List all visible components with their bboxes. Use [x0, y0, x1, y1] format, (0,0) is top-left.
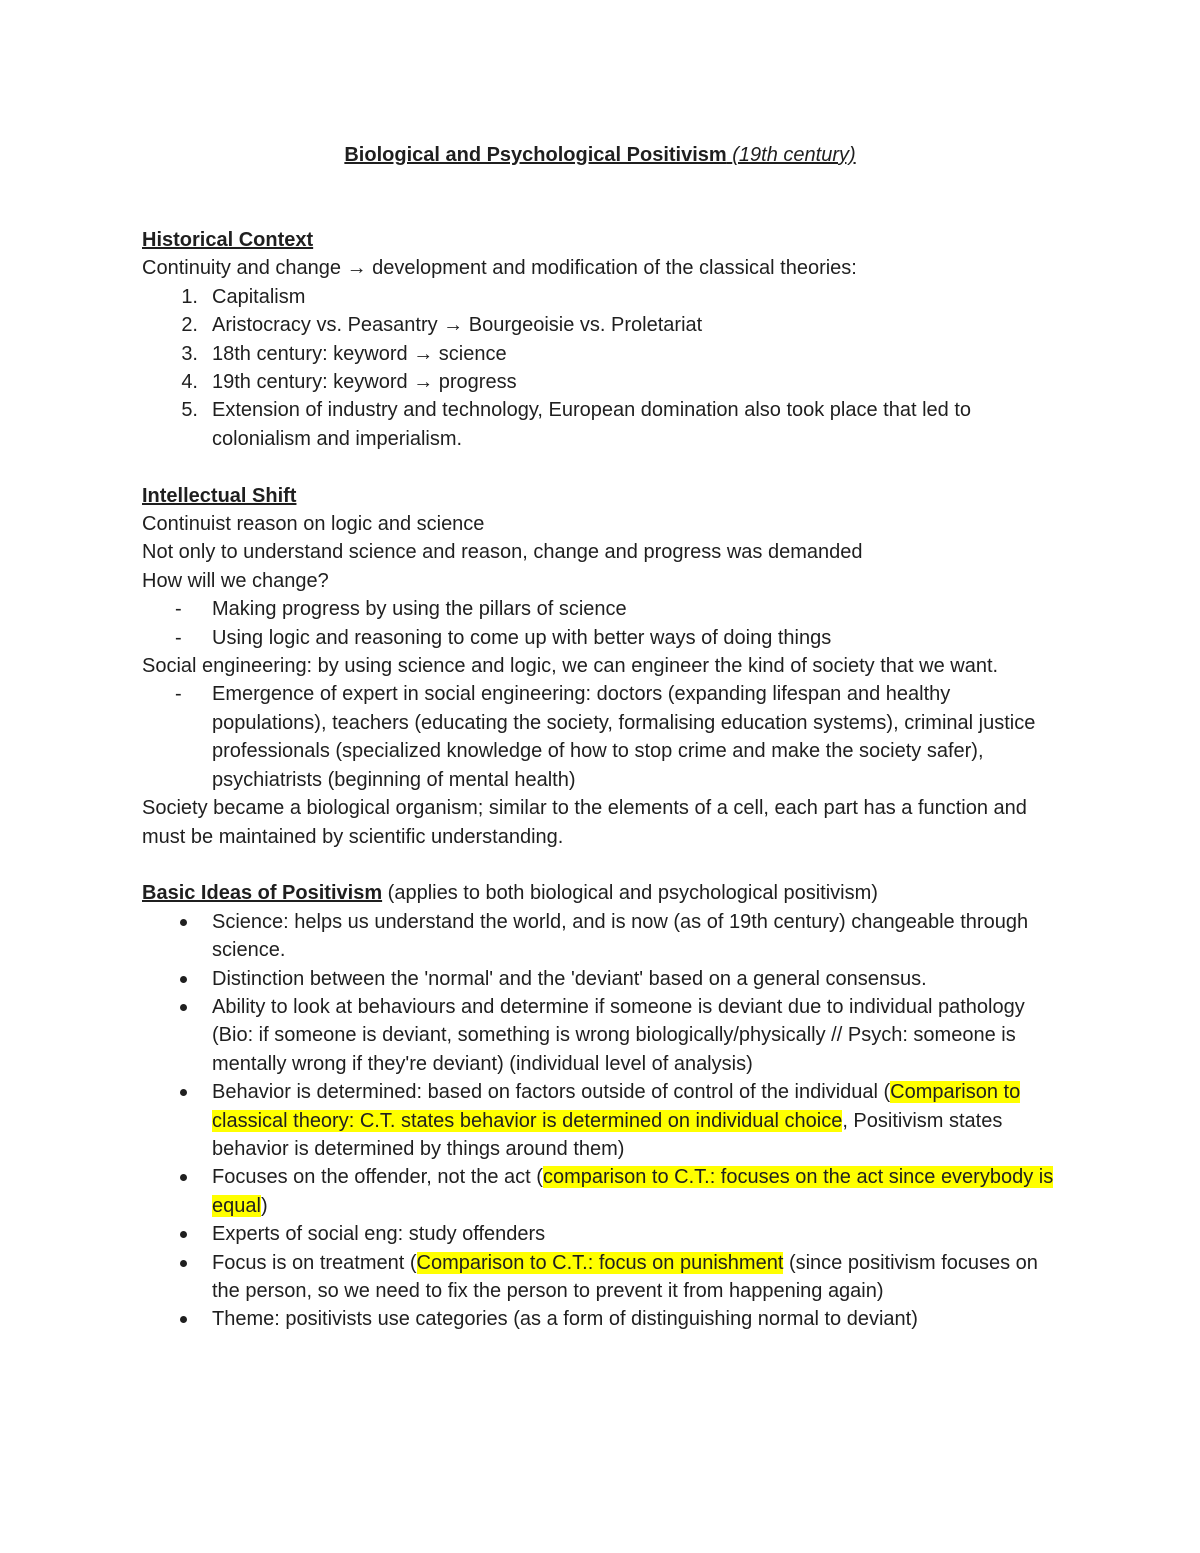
list-item-text: )	[260, 1194, 268, 1217]
dash-marker: -	[175, 598, 182, 621]
highlighted-text: comparison to C.T.: focuses on the act since everybody is equal	[212, 1166, 1054, 1217]
list-item-text: Distinction between the 'normal' and the 'deviant' based on a general consensus.	[212, 967, 927, 990]
intellectual-dash-list-1	[142, 595, 1062, 652]
list-item-text: , Positivism states behavior is determined by things around them)	[212, 1109, 1003, 1160]
intellectual-line-3: How will we change?	[142, 569, 329, 592]
intellectual-dash-list-2	[142, 680, 1062, 794]
bullet-icon	[180, 1260, 187, 1267]
basic-ideas-list	[142, 908, 1062, 1334]
list-number: 3.	[181, 342, 198, 365]
list-item	[142, 1078, 1062, 1163]
dash-marker: -	[175, 683, 182, 706]
list-item	[142, 908, 1062, 965]
social-engineering-text: Social engineering: by using science and logic, we can engineer the kind of society that we want.	[142, 655, 999, 678]
list-item	[142, 368, 1062, 396]
section-intellectual-shift	[142, 482, 1062, 851]
list-item-text: Using logic and reasoning to come up with better ways of doing things	[212, 626, 832, 649]
section-basic-ideas	[142, 879, 1062, 1334]
list-item	[142, 624, 1062, 652]
list-item-text: Emergence of expert in social engineering: doctors (expanding lifespan and healthy populations), teachers (educating the society, formalising education systems), criminal justice professionals (specialized knowledge of how to stop crime and make the society safer), psychiatrists (beginning of mental health)	[212, 683, 1036, 791]
list-number: 5.	[181, 399, 198, 422]
list-item	[142, 311, 1062, 339]
bullet-icon	[180, 1004, 187, 1011]
dash-marker: -	[175, 626, 182, 649]
list-item	[142, 965, 1062, 993]
list-item	[142, 993, 1062, 1078]
title-century: (19th century)	[732, 144, 856, 166]
list-item-text: Focus is on treatment (	[212, 1251, 417, 1274]
list-item	[142, 680, 1062, 794]
historical-list	[142, 283, 1062, 453]
page-title	[0, 141, 1200, 169]
list-item	[142, 1249, 1062, 1306]
bullet-icon	[180, 919, 187, 926]
heading-basic-ideas: Basic Ideas of Positivism	[142, 882, 383, 905]
list-item	[142, 283, 1062, 311]
list-item-text: Capitalism	[212, 285, 306, 308]
list-item-text: Experts of social eng: study offenders	[212, 1223, 546, 1246]
list-item	[142, 595, 1062, 623]
heading-intellectual-shift: Intellectual Shift	[142, 484, 297, 507]
basic-heading-line	[142, 879, 1062, 907]
historical-intro: Continuity and change → development and modification of the classical theories:	[142, 257, 857, 280]
spacer	[142, 453, 1062, 481]
bullet-icon	[180, 1174, 187, 1181]
list-item	[142, 1220, 1062, 1248]
basic-heading-note: (applies to both biological and psychological positivism)	[382, 882, 878, 905]
title-main: Biological and Psychological Positivism	[344, 144, 727, 166]
section-historical-context	[142, 226, 1062, 453]
bullet-icon	[180, 1089, 187, 1096]
list-item-text: (since positivism focuses on the person, so we need to fix the person to prevent it from happening again)	[212, 1251, 1038, 1302]
highlighted-text: Comparison to classical theory: C.T. states behavior is determined on individual choice	[212, 1081, 1021, 1132]
list-item-text: Science: helps us understand the world, and is now (as of 19th century) changeable through science.	[212, 910, 1029, 962]
bullet-icon	[180, 1316, 187, 1323]
list-item-text: Theme: positivists use categories (as a form of distinguishing normal to deviant)	[212, 1308, 918, 1331]
list-item	[142, 1163, 1062, 1220]
list-item-text: 18th century: keyword → science	[212, 342, 507, 365]
heading-historical-context: Historical Context	[142, 229, 314, 251]
list-item-text: Ability to look at behaviours and determine if someone is deviant due to individual pathology (Bio: if someone is deviant, something is wrong biologically/physically // Psych: someone is mentally wrong if they're deviant) (individual level of analysis)	[212, 995, 1025, 1075]
list-item	[142, 340, 1062, 368]
list-item-text: Behavior is determined: based on factors outside of control of the individual (	[212, 1081, 891, 1104]
list-item-text: Aristocracy vs. Peasantry → Bourgeoisie vs. Proletariat	[212, 314, 703, 337]
list-number: 1.	[181, 285, 198, 308]
list-item-text: 19th century: keyword → progress	[212, 371, 517, 394]
list-number: 2.	[181, 314, 198, 337]
intellectual-line-1: Continuist reason on logic and science	[142, 513, 485, 536]
intellectual-line-2: Not only to understand science and reason, change and progress was demanded	[142, 541, 863, 564]
organism-text: Society became a biological organism; similar to the elements of a cell, each part has a function and must be maintained by scientific understanding.	[142, 797, 1027, 848]
bullet-icon	[180, 976, 187, 983]
list-item	[142, 1305, 1062, 1333]
list-item-text: Extension of industry and technology, European domination also took place that led to colonialism and imperialism.	[212, 399, 972, 450]
list-item-text: Making progress by using the pillars of science	[212, 598, 627, 621]
spacer	[142, 851, 1062, 879]
bullet-icon	[180, 1231, 187, 1238]
list-number: 4.	[181, 371, 198, 394]
highlighted-text: Comparison to C.T.: focus on punishment	[416, 1251, 784, 1274]
document-body	[142, 226, 1062, 1334]
list-item	[142, 396, 1062, 453]
list-item-text: Focuses on the offender, not the act (	[212, 1166, 543, 1189]
